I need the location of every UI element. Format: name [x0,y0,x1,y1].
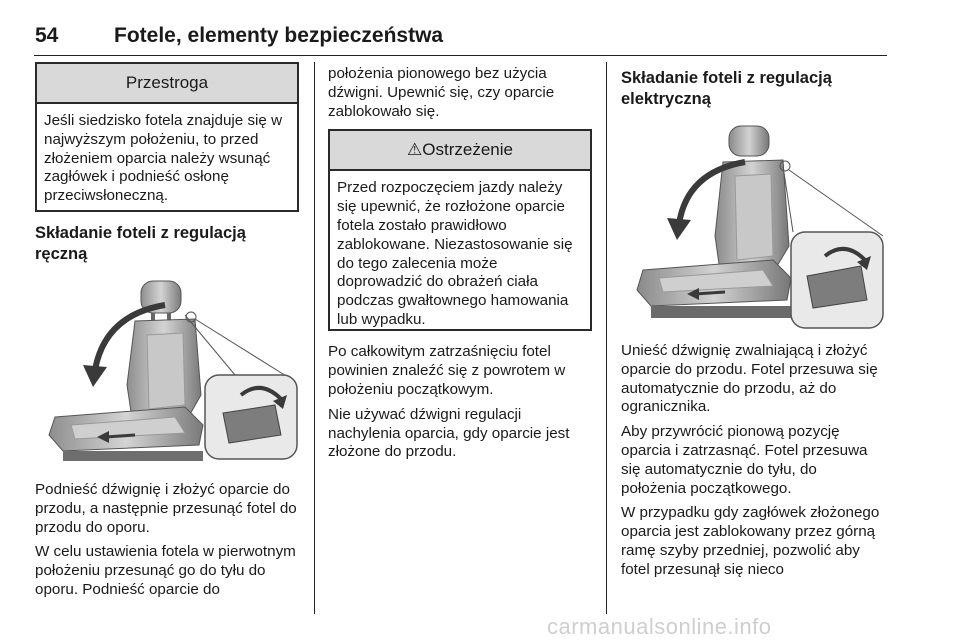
warning-header [330,131,590,171]
warning-triangle-icon: ⚠ [407,140,423,160]
manual-fold-heading: Składanie foteli z regulacją ręczną [35,224,246,263]
caution-body: Jeśli siedzisko fotela znajduje się w najwyższym położeniu, to przed złożeniem oparcia należy wsunąć zagłówek i podnieść osłonę przeciwsłoneczną. [44,112,283,205]
warning-body: Przed rozpoczęciem jazdy należy się upewnić, że rozłożone oparcie fotela zostało prawidłowo zablokowane. Niezastosowanie się do tego zalecenia może doprowadzić do obrażeń ciała podczas gwałtownego hamowania lub wypadku. [337,179,573,328]
continued-paragraph: położenia pionowego bez użycia dźwigni. Upewnić się, czy oparcie zablokowało się. [328,65,555,120]
warning-box [328,129,592,331]
electric-paragraph-3: W przypadku gdy zagłówek złożonego oparcia jest zablokowany przez górną ramę szyby przedniej, pozwolić aby fotel przesunął się nieco [621,504,880,578]
caution-box [35,62,299,212]
header-rule [34,55,887,56]
electric-seat-illustration [621,120,885,332]
column-divider-1 [314,62,315,614]
electric-paragraph-2: Aby przywrócić pionową pozycję oparcia i zatrzasnąć. Fotel przesuwa się automatycznie do tyłu, do położenia początkowego. [621,423,868,497]
page-number: 54 [35,24,59,47]
column-1 [35,62,299,606]
page-title: Fotele, elementy bezpieczeństwa [114,24,444,47]
col2-paragraph-2: Nie używać dźwigni regulacji nachylenia oparcia, gdy oparcie jest złożone do przodu. [328,405,570,461]
manual-paragraph-1: Podnieść dźwignię i złożyć oparcie do przodu, a następnie przesunąć fotel do przodu do oporu. [35,481,297,536]
manual-seat-illustration [35,275,299,465]
column-2 [328,62,592,468]
electric-fold-heading: Składanie foteli z regulacją elektryczną [621,69,832,108]
warning-title: Ostrzeżenie [422,140,513,160]
electric-paragraph-1: Unieść dźwignię zwalniającą i złożyć oparcie do przodu. Fotel przesuwa się automatycznie do przodu, aż do ogranicznika. [621,342,878,416]
caution-title: Przestroga [37,64,297,104]
column-3 [621,62,885,586]
manual-paragraph-2: W celu ustawienia fotela w pierwotnym położeniu przesunąć go do tyłu do oporu. Podnieść oparcie do [35,543,296,598]
watermark: carmanualsonline.info [547,614,772,639]
col2-paragraph-1: Po całkowitym zatrzaśnięciu fotel powinien znaleźć się z powrotem w położeniu początkowym. [328,343,566,398]
column-divider-2 [606,62,607,614]
